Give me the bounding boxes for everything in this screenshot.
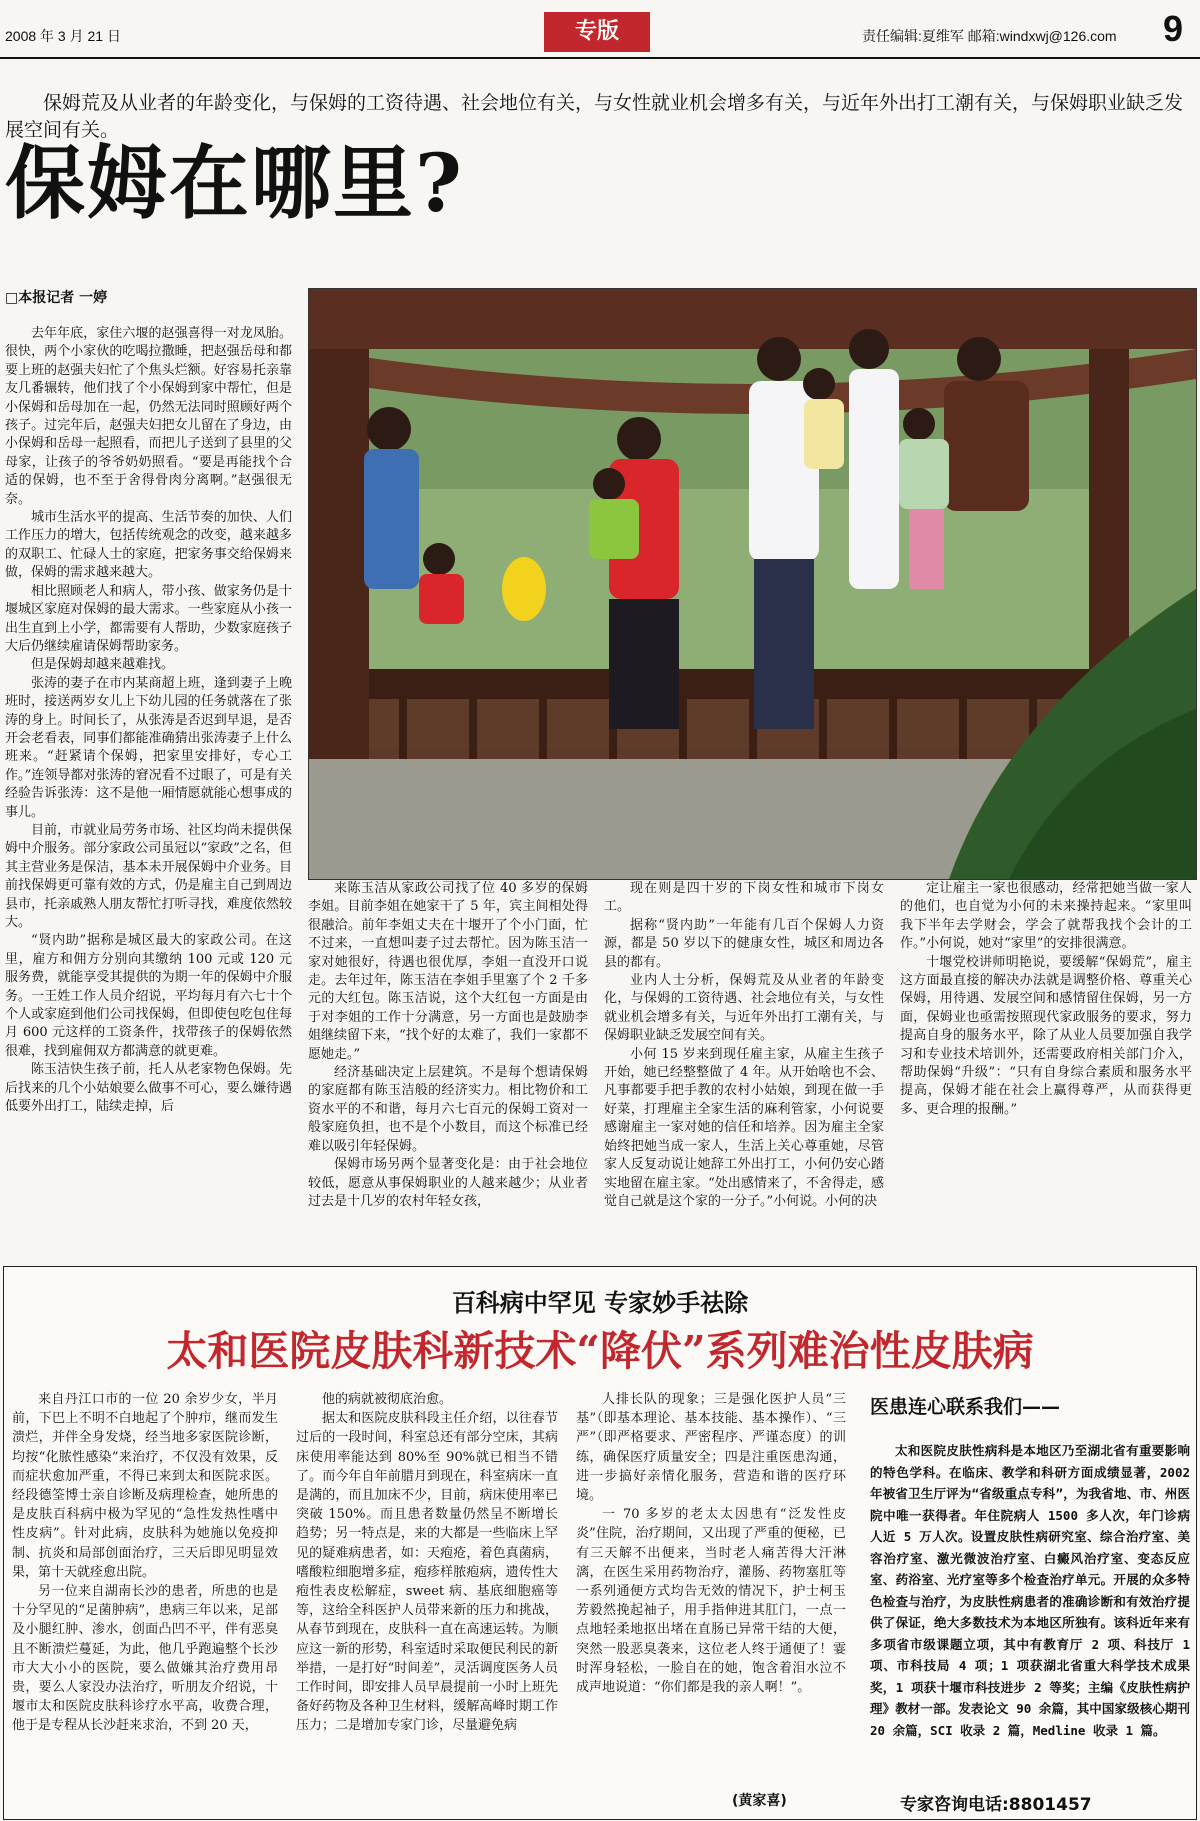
paragraph: 一 70 多岁的老太太因患有“泛发性皮炎”住院，治疗期间，又出现了严重的便秘，已有三天解不出便来，当时老人痛苦得大汗淋漓，在医生采用药物治疗，灌肠、药物塞肛等一系列通便方式均告无效的情况下，护士柯玉芳毅然挽起袖子，用手指伸进其肛门，一点一点地轻柔地抠出堵在直肠已异常干结的大便，突然一股恶臭袭来，这位老人终于通便了！霎时浑身轻松，一脸自在的她，饱含着泪水泣不成声地说道：“你们都是我的亲人啊！”。 <box>576 1507 846 1696</box>
contact-title: 医患连心联系我们—— <box>870 1396 1061 1418</box>
article-lead: 保姆荒及从业者的年龄变化，与保姆的工资待遇、社会地位有关，与女性就业机会增多有关，与近年外出打工潮有关，与保姆职业缺乏发展空间有关。 <box>5 92 1184 141</box>
paragraph: 现在则是四十岁的下岗女性和城市下岗女工。 <box>604 881 884 915</box>
paragraph: 定让雇主一家也很感动，经常把她当做一家人的他们，也自觉为小何的未来操持起来。“家里叫我下半年去学财会，学会了就帮我找个会计的工作。”小何说，她对“家里”的安排很满意。 <box>900 881 1192 952</box>
paragraph: 来陈玉洁从家政公司找了位 40 多岁的保姆李姐。目前李姐在她家干了 5 年，宾主间相处得很融洽。前年李姐丈夫在十堰开了个小门面，忙不过来，一直想叫妻子过去帮忙。因为陈玉洁一家对她很好，待遇也很优厚，李姐一直没开口说走。去年过年，陈玉洁在李姐手里塞了个 2 千多元的大红包。陈玉洁说，这个大红包一方面是由于对李姐的工作十分满意，另一方面也是鼓励李姐继续留下来，“找个好的太难了，我们一家都不愿她走。” <box>308 881 588 1062</box>
paragraph: “贤内助”据称是城区最大的家政公司。在这里，雇方和佣方分别向其缴纳 100 元或 120 元服务费，就能享受其提供的为期一年的保姆中介服务。一王姓工作人员介绍说，平均每月有六七十个个人或家庭到他们公司找保姆，但即使包吃包住每月 600 元这样的工资条件，找带孩子的保姆依然很难，找到雇佣双方都满意的就更难。 <box>5 933 292 1059</box>
paragraph: 他的病就被彻底治愈。 <box>322 1392 453 1407</box>
consultation-hotline: 专家咨询电话:8801457 <box>900 1795 1092 1815</box>
nannies-with-children-photo <box>309 289 1196 879</box>
ad-column-3 <box>576 1390 846 1790</box>
paragraph: 陈玉洁快生孩子前，托人从老家物色保姆。先后找来的几个小姑娘要么做事不可心，要么嫌待遇低要外出打工，陆续走掉，后 <box>5 1062 292 1115</box>
paragraph: 来自丹江口市的一位 20 余岁少女，半月前，下巴上不明不白地起了个肿疖，继而发生溃烂，并伴全身发烧，经当地多家医院诊断，均按“化脓性感染”来治疗，不仅没有效果，反而症状愈加严重，不得已来到太和医院求医。经段德筌博士亲自诊断及病理检查，她所患的是皮肤百科病中极为罕见的“急性发热性嗜中性皮病”。针对此病，皮肤科为她施以免疫抑制、抗炎和局部创面治疗，三天后即见明显效果，第十天就痊愈出院。 <box>12 1392 278 1580</box>
article-photo <box>308 288 1197 880</box>
paragraph: 去年年底，家住六堰的赵强喜得一对龙凤胎。很快，两个小家伙的吃喝拉撒睡，把赵强岳母和都要上班的赵强夫妇忙了个焦头烂额。好容易托亲靠友几番辗转，他们找了个小保姆到家中帮忙，但是小保姆和岳母加在一起，仍然无法同时照顾好两个孩子。过完年后，赵强夫妇把女儿留在了身边，由小保姆和岳母一起照看，而把儿子送到了县里的父母家，让孩子的爷爷奶奶照看。“要是再能找个合适的保姆，也不至于舍得骨肉分离啊。”赵强很无奈。 <box>5 326 292 507</box>
contact-body: 太和医院皮肤性病科是本地区乃至湖北省有重要影响的特色学科。在临床、教学和科研方面成绩显著，2002 年被省卫生厅评为“省级重点专科”，为我省地、市、州医院中唯一获得者。年住院病人 1500 多人次，年门诊病人近 5 万人次。设置皮肤性病研究室、综合治疗室、美容治疗室、激光微波治疗室、白癜风治疗室、变态反应室、药浴室、光疗室等多个检查治疗单元。开展的众多特色检查与治疗，为皮肤性病患者的准确诊断和有效治疗提供了保证，绝大多数技术为本地区所独有。该科近年来有多项省市级课题立项，其中有教育厅 2 项、科技厅 1 项、市科技局 4 项；1 项获湖北省重大科学技术成果奖，1 项获十堰市科技进步 2 等奖；主编《皮肤性病护理》教材一部。发表论文 90 余篇，其中国家级核心期刊 20 余篇，SCI 收录 2 篇，Medline 收录 1 篇。 <box>870 1443 1190 1738</box>
paragraph: 据称“贤内助”一年能有几百个保姆人力资源，都是 50 岁以下的健康女性，城区和周边各县的都有。 <box>604 917 884 970</box>
paragraph: 据太和医院皮肤科段主任介绍，以往春节过后的一段时间，科室总还有部分空床，其病床使用率能达到 80%至 90%就已相当不错了。而今年自年前腊月到现在，科室病床一直是满的，而且加床不少，目前，病床使用率已突破 150%。而且患者数量仍然呈不断增长趋势；另一特点是，来的大都是一些临床上罕见的疑难病患者，如：天疱疮，着色真菌病，嗜酸粒细胞增多症，疱疹样脓疱病，遗传性大疱性表皮松解症，sweet 病、基底细胞癌等等，这给全科医护人员带来新的压力和挑战，从春节到现在，皮肤科一直在高速运转。为顺应这一新的形势，科室适时采取便民利民的新举措，一是打好“时间差”，灵活调度医务人员工作时间，即安排人员早晨提前一小时上班先备好药物及各种卫生材料，缓解高峰时期工作压力；二是增加专家门诊，尽量避免病 <box>296 1411 558 1734</box>
paragraph: 经济基础决定上层建筑。不是每个想请保姆的家庭都有陈玉洁般的经济实力。相比物价和工资水平的不和谐，每月六七百元的保姆工资对一般家庭负担，也不是个小数目，而这个标准已经难以吸引年轻保姆。 <box>308 1065 588 1154</box>
paragraph: 人排长队的现象；三是强化医护人员“三基”（即基本理论、基本技能、基本操作）、“三严”（即严格要求、严密程序、严谨态度）的训练，确保医疗质量安全；四是注重医患沟通，进一步搞好亲情化服务，营造和谐的医疗环境。 <box>576 1392 846 1504</box>
article-headline: 保姆在哪里? <box>5 136 464 230</box>
paragraph: 保姆市场另两个显著变化是：由于社会地位较低，愿意从事保姆职业的人越来越少；从业者过去是十几岁的农村年轻女孩， <box>308 1157 588 1209</box>
paragraph: 城市生活水平的提高、生活节奏的加快、人们工作压力的增大，包括传统观念的改变，越来越多的双职工、忙碌人士的家庭，把家务事交给保姆来做，保姆的需求越来越大。 <box>5 510 292 581</box>
paragraph: 十堰党校讲师明艳说，要缓解“保姆荒”，雇主这方面最直接的解决办法就是调整价格、尊重关心保姆，用待遇、发展空间和感情留住保姆，另一方面，保姆业也亟需按照现代家政服务的要求，努力提高自身的服务水平，除了从业人员要加强自我学习和专业技术培训外，还需要政府相关部门介入，帮助保姆“升级”：“只有自身综合素质和服务水平提高，保姆才能在社会上赢得尊严，从而获得更多、更合理的报酬。” <box>900 954 1192 1117</box>
ad-column-1 <box>12 1390 278 1815</box>
article-column-4 <box>900 880 1192 1260</box>
paragraph: 业内人士分析，保姆荒及从业者的年龄变化，与保姆的工资待遇、社会地位有关，与女性就业机会增多有关，与近年外出打工潮有关，与保姆职业缺乏发展空间有关。 <box>604 973 884 1044</box>
ad-column-2 <box>296 1390 558 1815</box>
paragraph: 另一位来自湖南长沙的患者，所患的也是十分罕见的“足菌肿病”，患病三年以来，足部及小腿红肿、渗水，创面凸凹不平，伴有恶臭且不断溃烂蔓延，为此，他几乎跑遍整个长沙市大大小小的医院，要么做嫌其治疗费用昂贵，要么人家没办法治疗，听朋友介绍说，十堰市太和医院皮肤科诊疗水平高，收费合理，他于是专程从长沙赶来求治，不到 20 天， <box>12 1584 278 1734</box>
article-column-2 <box>308 880 588 1260</box>
ad-signature: (黄家喜) <box>732 1793 787 1809</box>
paragraph: 但是保姆却越来越难找。 <box>31 657 175 673</box>
paragraph: 小何 15 岁来到现任雇主家，从雇主生孩子开始，她已经整整做了 4 年。从开始啥也不会、凡事都要手把手教的农村小姑娘，到现在做一手好菜，打理雇主全家生活的麻利管家，小何说要感谢雇主一家对她的信任和培养。因为雇主全家始终把她当成一家人，生活上关心尊重她，尽管家人反复动说让她辞工外出打工，小何仍安心踏实地留在雇主家。“处出感情来了，不舍得走，感觉自己就是这个家的一分子。”小何说。小何的决 <box>604 1046 884 1209</box>
paragraph: 目前，市就业局劳务市场、社区均尚未提供保姆中介服务。部分家政公司虽冠以“家政”之名，但其主营业务是保洁，基本未开展保姆中介业务。目前找保姆更可靠有效的方式，仍是雇主自己到周边县市，托亲戚熟人朋友帮忙打听寻找，难度依然较大。 <box>5 822 292 930</box>
article-column-1 <box>5 325 292 1260</box>
editor-info: 责任编辑:夏维军 邮箱:windxwj@126.com <box>862 28 1117 44</box>
ad-title: 太和医院皮肤科新技术“降伏”系列难治性皮肤病 <box>166 1327 1034 1375</box>
article-byline: □本报记者 一婷 <box>5 290 108 306</box>
paragraph: 张涛的妻子在市内某商超上班，逢到妻子上晚班时，接送两岁女儿上下幼儿园的任务就落在了张涛的身上。时间长了，从张涛是否迟到早退，是否开会老看表，同事们都能准确猜出张涛妻子上什么班来。“赶紧请个保姆，把家里安排好，专心工作。”连领导都对张涛的窘况看不过眼了，可是有关经验告诉张涛：这不是他一厢情愿就能心想事成的事儿。 <box>5 675 292 820</box>
paragraph: 相比照顾老人和病人，带小孩、做家务仍是十堰城区家庭对保姆的最大需求。一些家庭从小孩一出生直到上小学，都需要有人帮助，少数家庭孩子大后仍继续雇请保姆帮助家务。 <box>5 583 292 654</box>
ad-subtitle: 百科病中罕见 专家妙手祛除 <box>451 1289 749 1317</box>
article-column-3 <box>604 880 884 1260</box>
header-rule <box>0 57 1200 59</box>
page-number: 9 <box>1163 8 1184 49</box>
section-tag: 专版 <box>544 12 650 52</box>
issue-date: 2008 年 3 月 21 日 <box>5 28 121 44</box>
